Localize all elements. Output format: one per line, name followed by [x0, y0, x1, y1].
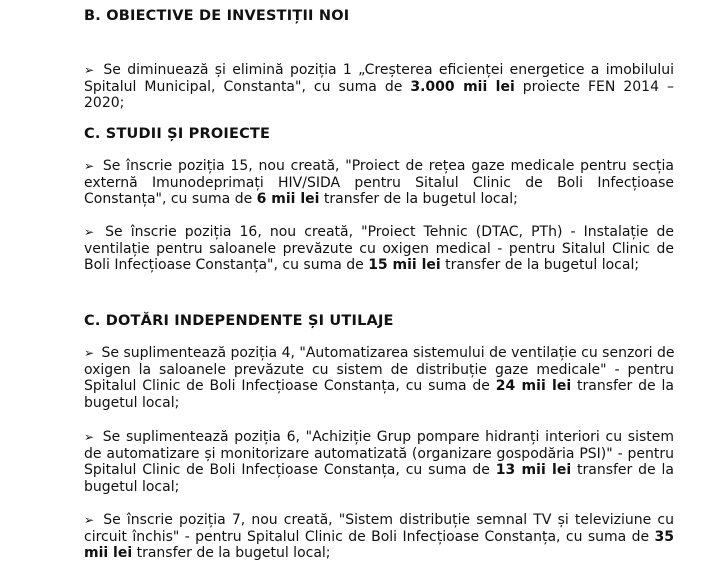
amount: 24 mii lei — [495, 378, 572, 394]
arrow-bullet-icon: ➢ — [84, 346, 95, 360]
line: circuit închis" - pentru Spitalul Clinic de Boli Infecțioase Constanța, cu suma de 35 — [84, 528, 674, 545]
line: Spitalul Clinic de Boli Infecțioase Constanța, cu suma de 24 mii lei transfer de la — [84, 378, 675, 394]
line: 2020; — [84, 95, 125, 111]
line: oxigen la saloanele prevăzute cu sistem de distribuție gaze medicale" - pentru — [84, 361, 674, 378]
list-item-p1 — [84, 62, 674, 112]
line: ➢ Se înscrie poziția 16, nou creată, "Proiect Tehnic (DTAC, PTh) - Instalație de — [84, 224, 674, 240]
arrow-bullet-icon: ➢ — [84, 225, 95, 239]
line: Spitalul Clinic de Boli Infecțioase Constanța, cu suma de 13 mii lei transfer de la — [84, 462, 675, 478]
list-item-p4 — [84, 345, 674, 411]
section-heading-b: B. OBIECTIVE DE INVESTIȚII NOI — [84, 8, 350, 24]
arrow-bullet-icon: ➢ — [84, 513, 95, 527]
list-item-p5 — [84, 429, 674, 495]
list-item-p2 — [84, 158, 674, 208]
section-heading-d: C. DOTĂRI INDEPENDENTE ȘI UTILAJE — [84, 313, 394, 329]
arrow-bullet-icon: ➢ — [84, 63, 95, 77]
line: Boli Infecțioase Constanța", cu suma de 15 mii lei transfer de la bugetul local; — [84, 257, 640, 273]
arrow-bullet-icon: ➢ — [84, 430, 95, 444]
line: bugetul local; — [84, 394, 180, 411]
amount: 15 mii lei — [368, 257, 441, 273]
line: Spitalul Municipal, Constanta", cu suma de 3.000 mii lei proiecte FEN 2014 – — [84, 78, 674, 95]
line: ➢ Se suplimentează poziția 6, "Achiziție Grup pompare hidranți interiori cu sistem — [84, 429, 674, 445]
line: ➢ Se diminuează și elimină poziția 1 „Creșterea eficienței energetice a imobilului — [84, 62, 675, 78]
line: externă Imunodeprimați HIV/SIDA pentru Sitalul Clinic de Boli Infecțioase — [84, 174, 674, 191]
amount: mii lei — [84, 545, 133, 561]
list-item-p3 — [84, 224, 674, 274]
line: ventilație pentru saloanele prevăzute cu oxigen medical - pentru Sitalul Clinic de — [84, 240, 674, 257]
section-heading-c: C. STUDII ȘI PROIECTE — [84, 126, 271, 142]
amount: 3.000 mii lei — [410, 78, 515, 95]
arrow-bullet-icon: ➢ — [84, 159, 95, 173]
line: de automatizare și monitorizare automatizată (organizare gospodăria PSI)" - pentru — [84, 445, 674, 462]
line: ➢ Se suplimentează poziția 4, "Automatizarea sistemului de ventilație cu senzori de — [84, 345, 675, 361]
line: Constanța", cu suma de 6 mii lei transfer de la bugetul local; — [84, 191, 518, 207]
amount: 13 mii lei — [495, 462, 572, 478]
line: ➢ Se înscrie poziția 15, nou creată, "Proiect de rețea gaze medicale pentru secția — [84, 158, 674, 174]
line: ➢ Se înscrie poziția 7, nou creată, "Sistem distribuție semnal TV și televiziune cu — [84, 512, 674, 528]
line: bugetul local; — [84, 478, 180, 495]
line: mii lei transfer de la bugetul local; — [84, 545, 331, 561]
list-item-p6 — [84, 512, 674, 562]
amount: 6 mii lei — [256, 191, 320, 207]
amount: 35 — [654, 528, 674, 545]
